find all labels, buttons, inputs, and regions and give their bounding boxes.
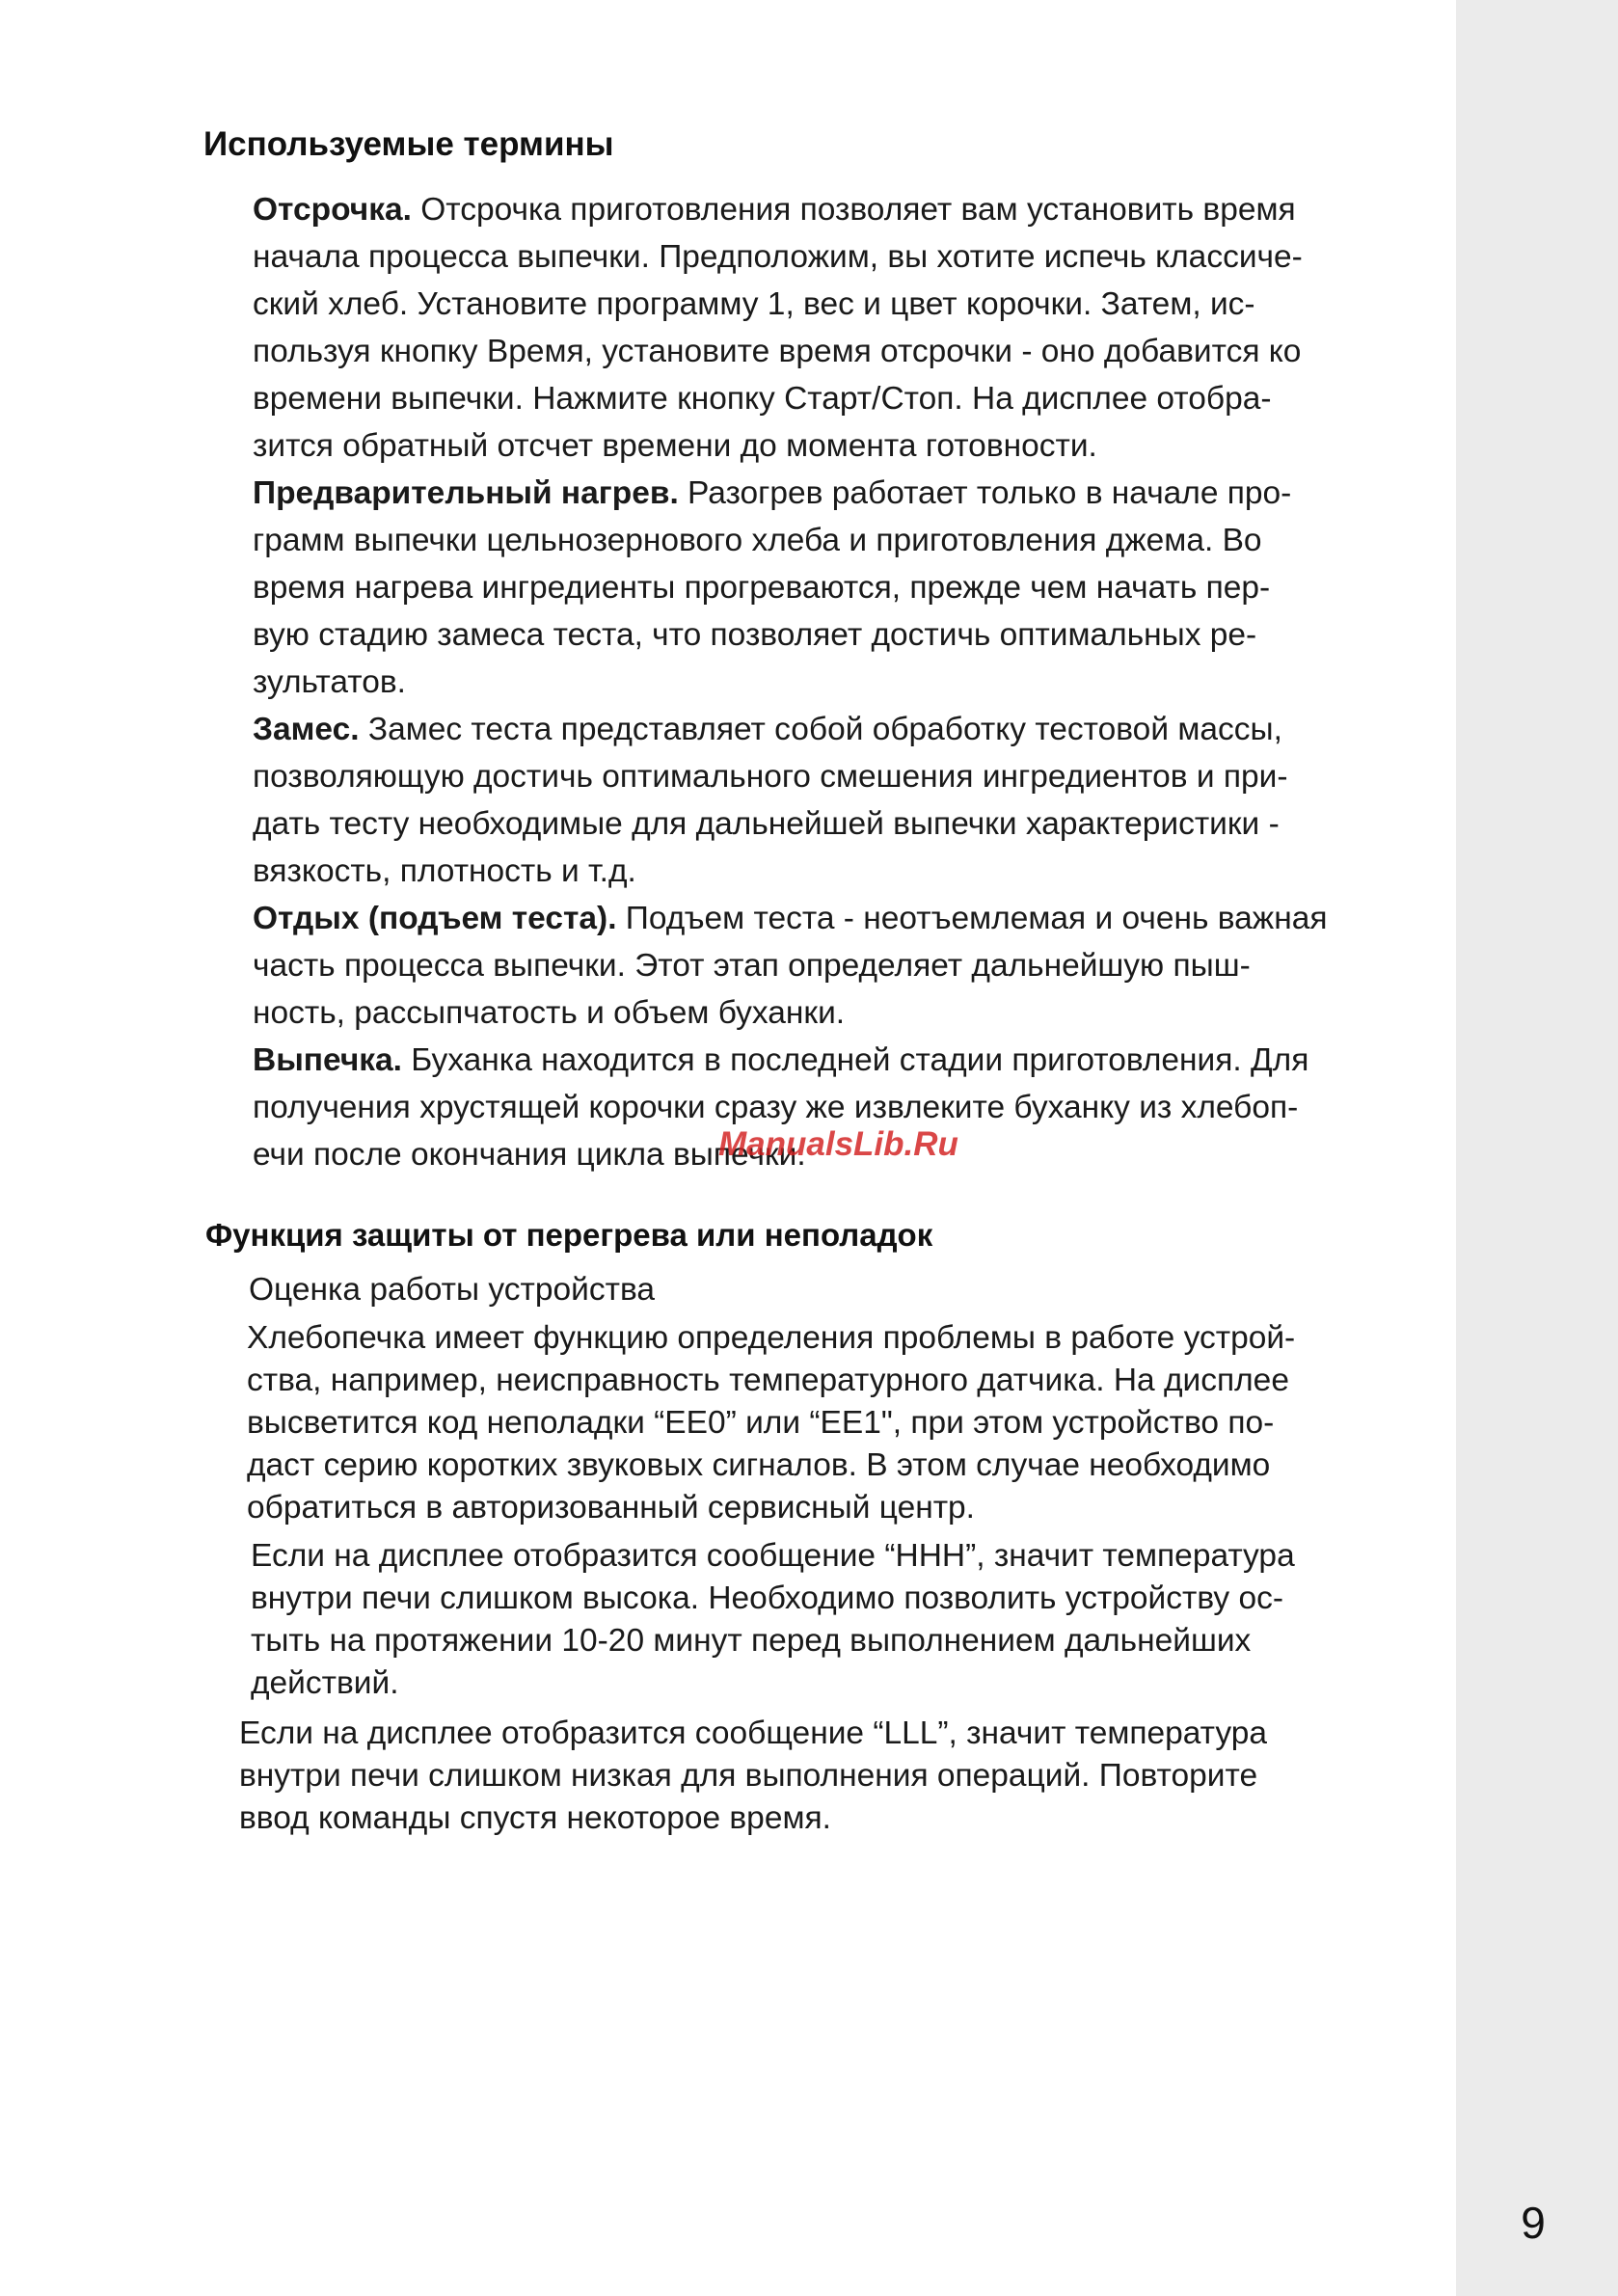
term-name: Предварительный нагрев. (253, 475, 679, 511)
section-title-terms: Используемые термины (203, 125, 614, 163)
term-text: Отсрочка приготовления позволяет вам установить время начала процесса выпечки. Предположим, вы хотите испечь классиче- ский хлеб. Установите программу 1, вес и цвет корочки. Затем, ис- пользуя кнопку Время, установите время отсрочки - оно добавится ко времени выпечки. Нажмите кнопку Старт/Стоп. На дисплее отобра- зится обратный отсчет времени до момента готовности. (253, 192, 1303, 464)
term-name: Отдых (подъем теста). (253, 901, 617, 936)
term-rising (253, 895, 1419, 1037)
term-text: Буханка находится в последней стадии приготовления. Для получения хрустящей корочки сразу же извлеките буханку из хлебоп- ечи после окончания цикла выпечки. (253, 1042, 1309, 1173)
term-text: Разогрев работает только в начале про- грамм выпечки цельнозернового хлеба и приготовления джема. Во время нагрева ингредиенты прогреваются, прежде чем начать пер- вую стадию замеса теста, что позволяет достичь оптимальных ре- зультатов. (253, 475, 1292, 700)
terms-list (253, 186, 1419, 1178)
term-name: Выпечка. (253, 1042, 402, 1078)
term-preheat (253, 470, 1419, 706)
page-margin-strip (1456, 0, 1618, 2296)
term-text: Подъем теста - неотъемлемая и очень важная часть процесса выпечки. Этот этап определяет дальнейшую пыш- ность, рассыпчатость и объем буханки. (253, 901, 1328, 1031)
page-number: 9 (1521, 2198, 1546, 2248)
term-name: Замес. (253, 712, 360, 747)
paragraph-error-codes: Хлебопечка имеет функцию определения проблемы в работе устрой- ства, например, неисправность температурного датчика. На дисплее высветится код неполадки “EE0” или “EE1", при этом устройство по- даст серию коротких звуковых сигналов. В этом случае необходимо обратиться в авторизованный сервисный центр. (247, 1320, 1296, 1526)
term-kneading (253, 706, 1419, 895)
term-name: Отсрочка. (253, 192, 412, 228)
section-subtitle: Оценка работы устройства (249, 1272, 655, 1308)
watermark: ManualsLib.Ru (718, 1125, 958, 1163)
term-text: Замес теста представляет собой обработку тестовой массы, позволяющую достичь оптимального смешения ингредиентов и при- дать тесту необходимые для дальнейшей выпечки характеристики - вязкость, плотность и т.д. (253, 712, 1288, 889)
paragraph-lll: Если на дисплее отобразится сообщение “LLL”, значит температура внутри печи слишком низкая для выполнения операций. Повторите ввод команды спустя некоторое время. (239, 1715, 1268, 1836)
paragraph-hhh: Если на дисплее отобразится сообщение “HHH”, значит температура внутри печи слишком высока. Необходимо позволить устройству ос- тыть на протяжении 10-20 минут перед выполнением дальнейших действий. (251, 1538, 1295, 1701)
section-title-protection: Функция защиты от перегрева или неполадок (205, 1217, 933, 1253)
term-delay (253, 186, 1419, 470)
